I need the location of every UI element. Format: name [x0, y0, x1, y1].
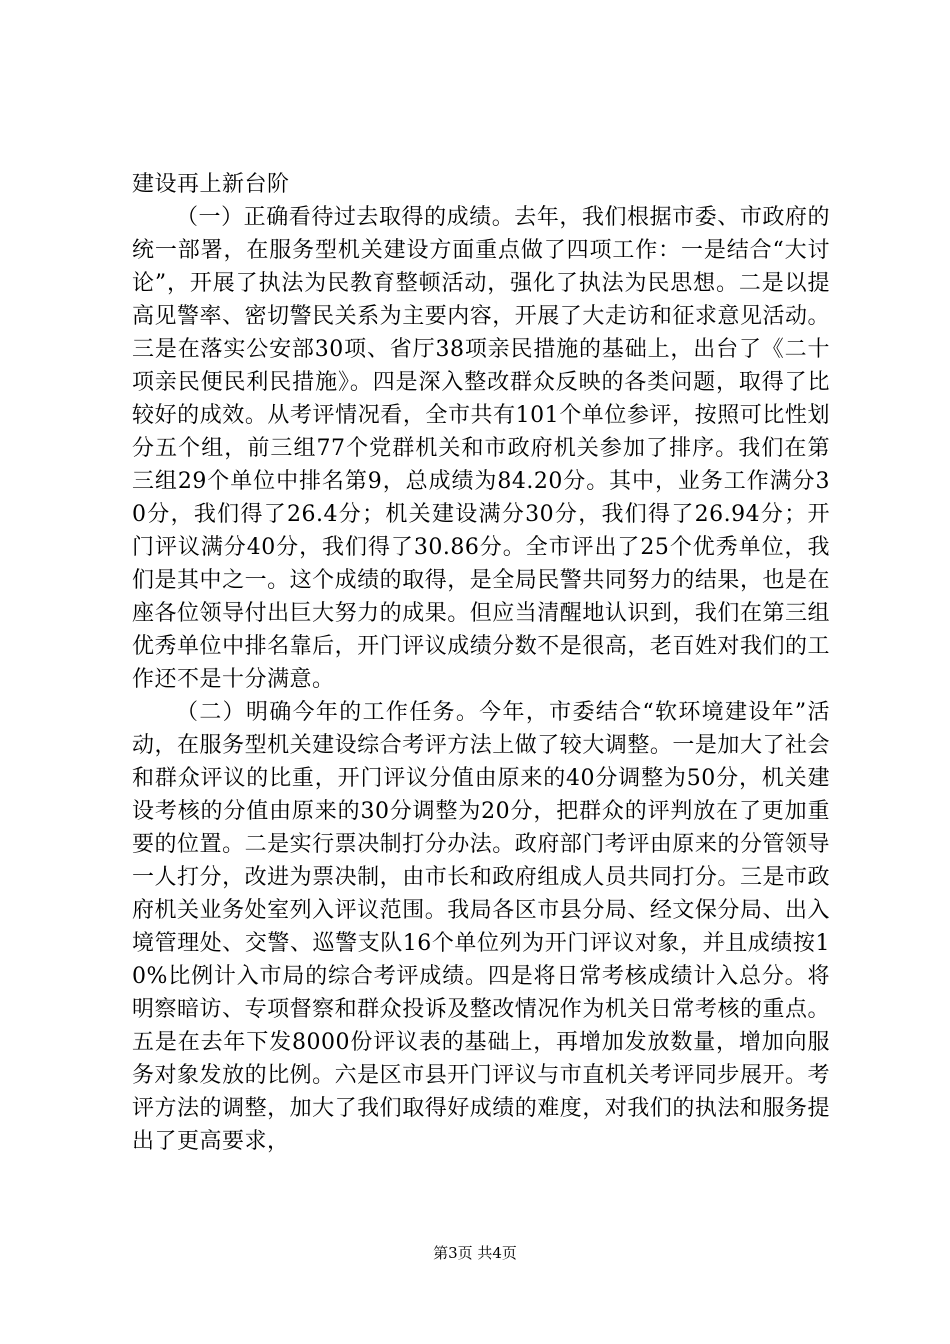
page-footer [0, 1243, 950, 1263]
paragraph-section-one: （一）正确看待过去取得的成绩。去年，我们根据市委、市政府的统一部署，在服务型机关建设方面重点做了四项工作：一是结合“大讨论”，开展了执法为民教育整顿活动，强化了执法为民思想。二是以提高见警率、密切警民关系为主要内容，开展了大走访和征求意见活动。三是在落实公安部30项、省厅38项亲民措施的基础上，出台了《二十项亲民便民利民措施》。四是深入整改群众反映的各类问题，取得了比较好的成效。从考评情况看，全市共有101个单位参评，按照可比性划分五个组，前三组77个党群机关和市政府机关参加了排序。我们在第三组29个单位中排名第9，总成绩为84.20分。其中，业务工作满分30分，我们得了26.4分；机关建设满分30分，我们得了26.94分；开门评议满分40分，我们得了30.86分。全市评出了25个优秀单位，我们是其中之一。这个成绩的取得，是全局民警共同努力的结果，也是在座各位领导付出巨大努力的成果。但应当清醒地认识到，我们在第三组优秀单位中排名靠后，开门评议成绩分数不是很高，老百姓对我们的工作还不是十分满意。 [132, 205, 830, 692]
heading-line: 建设再上新台阶 [132, 172, 290, 197]
page-number: 第3页 共4页 [433, 1244, 517, 1262]
document-body [132, 168, 830, 1158]
paragraph-section-two: （二）明确今年的工作任务。今年，市委结合“软环境建设年”活动，在服务型机关建设综合考评方法上做了较大调整。一是加大了社会和群众评议的比重，开门评议分值由原来的40分调整为50分，机关建设考核的分值由原来的30分调整为20分，把群众的评判放在了更加重要的位置。二是实行票决制打分办法。政府部门考评由原来的分管领导一人打分，改进为票决制，由市长和政府组成人员共同打分。三是市政府机关业务处室列入评议范围。我局各区市县分局、经文保分局、出入境管理处、交警、巡警支队16个单位列为开门评议对象，并且成绩按10%比例计入市局的综合考评成绩。四是将日常考核成绩计入总分。将明察暗访、专项督察和群众投诉及整改情况作为机关日常考核的重点。五是在去年下发8000份评议表的基础上，再增加发放数量，增加向服务对象发放的比例。六是区市县开门评议与市直机关考评同步展开。考评方法的调整，加大了我们取得好成绩的难度，对我们的执法和服务提出了更高要求， [132, 700, 830, 1154]
